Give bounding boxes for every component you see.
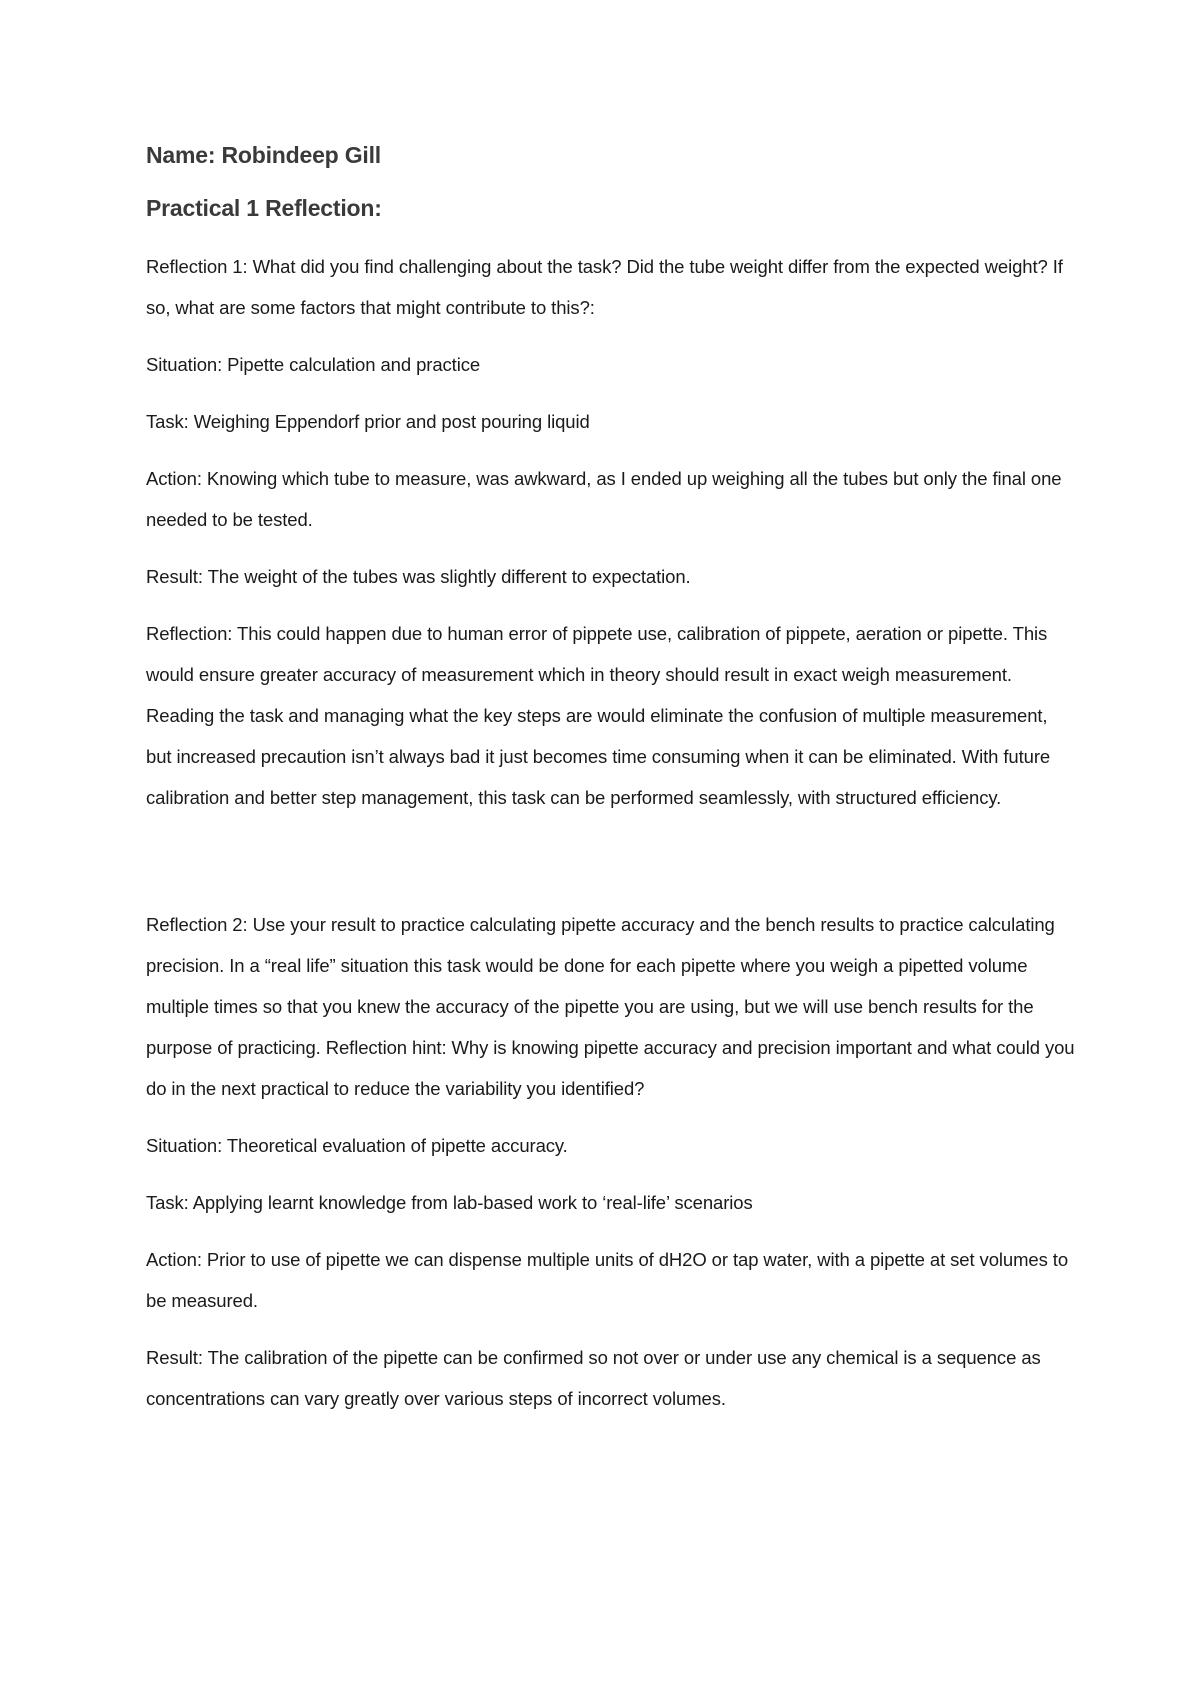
reflection-1-situation: Situation: Pipette calculation and practice — [146, 354, 481, 375]
reflection-1-reflection: Reflection: This could happen due to human error of pippete use, calibration of pippete, aeration or pipette. This would ensure greater accuracy of measurement which in theory should result in exact weigh measurement. Reading the task and managing what the key steps are would eliminate the confusion of multiple measurement, but increased precaution isn’t always bad it just becomes time consuming when it can be eliminated. With future calibration and better step management, this task can be performed seamlessly, with structured efficiency. — [146, 623, 1051, 808]
reflection-2-section — [146, 904, 1076, 1419]
document-page — [146, 142, 1076, 1435]
student-name: Name: Robindeep Gill — [146, 142, 381, 168]
reflection-2-situation: Situation: Theoretical evaluation of pipette accuracy. — [146, 1135, 568, 1156]
reflection-1-question: Reflection 1: What did you find challenging about the task? Did the tube weight differ from the expected weight? If so, what are some factors that might contribute to this?: — [146, 256, 1063, 318]
section-spacer — [146, 834, 1076, 904]
document-title: Practical 1 Reflection: — [146, 195, 382, 221]
reflection-1-result: Result: The weight of the tubes was slightly different to expectation. — [146, 566, 691, 587]
reflection-2-action: Action: Prior to use of pipette we can dispense multiple units of dH2O or tap water, with a pipette at set volumes to be measured. — [146, 1249, 1069, 1311]
reflection-2-question: Reflection 2: Use your result to practice calculating pipette accuracy and the bench results to practice calculating precision. In a “real life” situation this task would be done for each pipette where you weigh a pipetted volume multiple times so that you knew the accuracy of the pipette you are using, but we will use bench results for the purpose of practicing. Reflection hint: Why is knowing pipette accuracy and precision important and what could you do in the next practical to reduce the variability you identified? — [146, 914, 1075, 1099]
reflection-2-result: Result: The calibration of the pipette can be confirmed so not over or under use any chemical is a sequence as concentrations can vary greatly over various steps of incorrect volumes. — [146, 1347, 1041, 1409]
reflection-1-action: Action: Knowing which tube to measure, was awkward, as I ended up weighing all the tubes but only the final one needed to be tested. — [146, 468, 1062, 530]
reflection-1-task: Task: Weighing Eppendorf prior and post pouring liquid — [146, 411, 590, 432]
reflection-1-section — [146, 246, 1076, 818]
reflection-2-task: Task: Applying learnt knowledge from lab-based work to ‘real-life’ scenarios — [146, 1192, 753, 1213]
